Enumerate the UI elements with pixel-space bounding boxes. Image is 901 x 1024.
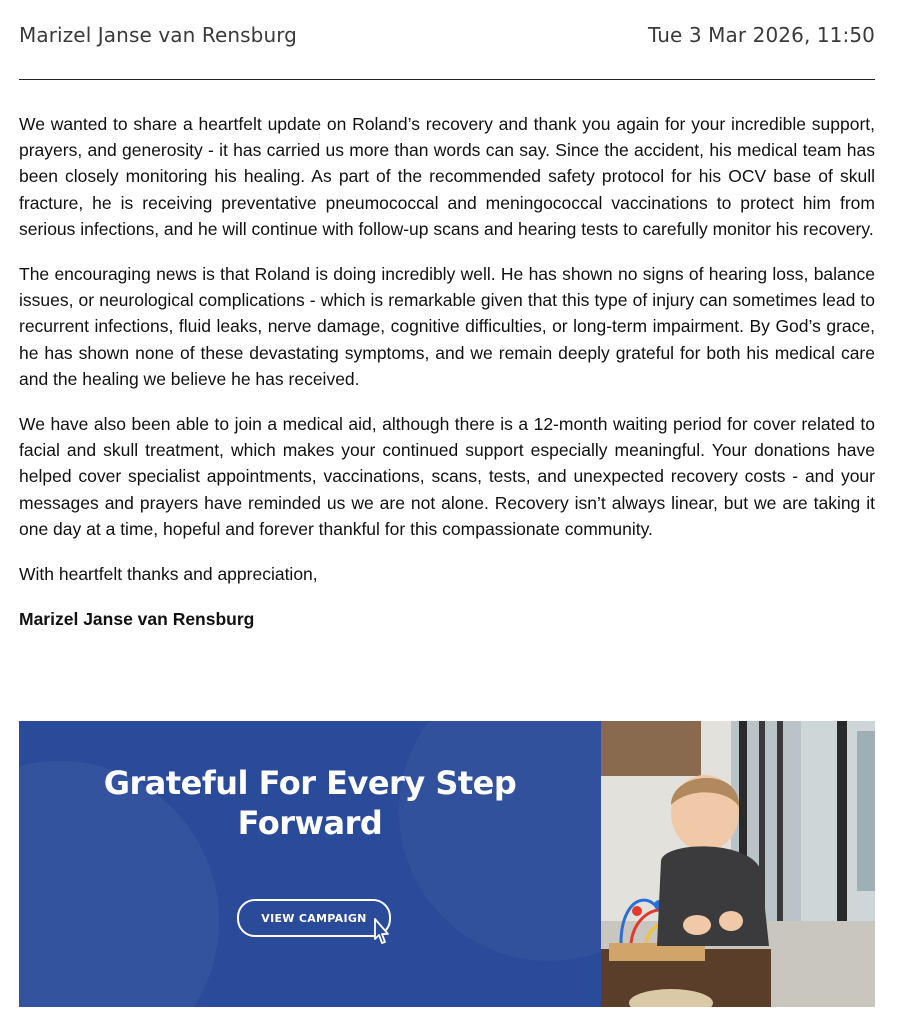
- body-paragraph: The encouraging news is that Roland is doing incredibly well. He has shown no signs of hearing loss, balance issues, or neurological complications - which is remarkable given that this type of injury can sometimes lead to recurrent infections, fluid leaks, nerve damage, cognitive difficulties, or long-term impairment. By God’s grace, he has shown none of these devastating symptoms, and we remain deeply grateful for both his medical care and the healing we believe he has received.: [19, 264, 875, 389]
- sender-name: Marizel Janse van Rensburg: [19, 23, 297, 47]
- photo-illustration: [601, 721, 875, 1007]
- view-campaign-button[interactable]: [237, 899, 391, 937]
- child-playing-photo: [601, 721, 875, 1007]
- banner-panel: [19, 721, 601, 1007]
- email-body: [19, 111, 875, 651]
- banner-headline-text: Grateful For Every Step Forward: [103, 764, 517, 842]
- body-paragraph: We wanted to share a heartfelt update on Roland’s recovery and thank you again for your incredible support, prayers, and generosity - it has carried us more than words can say. Since the accident, his medical team has been closely monitoring his healing. As part of the recommended safety protocol for his OCV base of skull fracture, he is receiving preventative pneumococcal and meningococcal vaccinations to protect him from serious infections, and he will continue with follow-up scans and hearing tests to carefully monitor his recovery.: [19, 114, 875, 239]
- campaign-banner[interactable]: [19, 721, 875, 1007]
- banner-headline: [19, 763, 601, 843]
- signature: Marizel Janse van Rensburg: [19, 609, 255, 630]
- view-campaign-label: VIEW CAMPAIGN: [261, 911, 367, 925]
- sent-date: Tue 3 Mar 2026, 11:50: [647, 23, 875, 47]
- email-header: [19, 18, 875, 52]
- closing-line: With heartfelt thanks and appreciation,: [19, 564, 318, 585]
- pointer-cursor-icon: [369, 917, 393, 947]
- body-paragraph: We have also been able to join a medical aid, although there is a 12-month waiting period for cover related to facial and skull treatment, which makes your continued support especially meaningful. Your donations have helped cover specialist appointments, vaccinations, scans, tests, and unexpected recovery costs - and your messages and prayers have reminded us we are not alone. Recovery isn’t always linear, but we are taking it one day at a time, hopeful and forever thankful for this compassionate community.: [19, 414, 875, 539]
- header-divider: [19, 79, 875, 80]
